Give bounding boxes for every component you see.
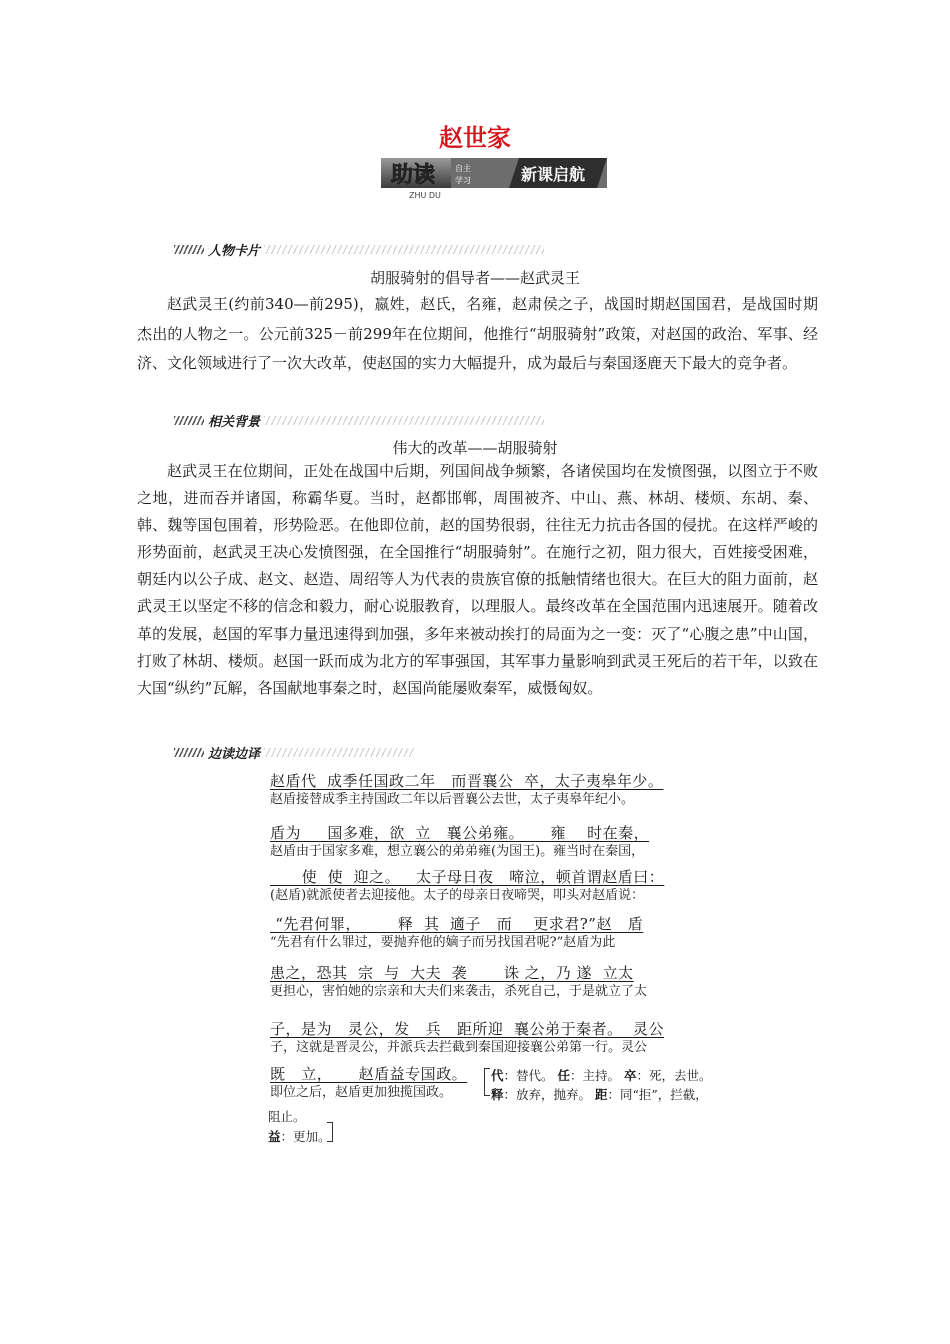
notes-bracket-close	[327, 1122, 333, 1142]
translation-text: 子，这就是晋灵公，并派兵去拦截到秦国迎接襄公弟第一行。灵公	[270, 1040, 648, 1055]
original-text: 使 使 迎之。 太子母日夜 啼泣，顿首谓赵盾曰：	[270, 868, 665, 886]
note-item: 距：同“拒”，拦截，	[595, 1087, 708, 1102]
note-item: 任：主持。	[557, 1068, 621, 1083]
section-heading-text: 人物卡片	[208, 243, 261, 259]
note-item: 释：放弃，抛弃。	[491, 1087, 592, 1102]
reading-pair-7	[270, 1064, 490, 1102]
banner-pinyin: ZHU DU	[409, 191, 441, 200]
original-text: 既 立， 赵盾益专国政。	[270, 1065, 468, 1083]
note-item: 卒：死，去世。	[624, 1068, 712, 1083]
zhudu-banner	[381, 156, 607, 200]
banner-small-top: 自主	[455, 164, 471, 173]
reading-pair-6	[270, 1019, 740, 1057]
heading-rule	[264, 245, 544, 254]
reading-pair-2	[270, 823, 740, 861]
card-paragraph: 赵武灵王(约前340—前295)，嬴姓，赵氏，名雍，赵肃侯之子，战国时期赵国国君，是战国时期杰出的人物之一。公元前325－前299年在位期间，他推行“胡服骑射”政策，对赵国的政治、军事、经济、文化领域进行了一次大改革，使赵国的实力大幅提升，成为最后与秦国逐鹿天下最大的竞争者。	[137, 295, 818, 373]
section-heading-text: 边读边译	[208, 746, 261, 762]
note-item-last: 益：更加。	[268, 1129, 331, 1144]
section-heading-text: 相关背景	[208, 414, 261, 430]
translation-text: (赵盾)就派使者去迎接他。太子的母亲日夜啼哭，叩头对赵盾说：	[270, 888, 645, 903]
note-item: 代：替代。	[491, 1068, 554, 1083]
page-title: 赵世家	[439, 124, 511, 152]
translation-text: 赵盾接替成季主持国政二年以后晋襄公去世，太子夷皋年纪小。	[270, 792, 635, 807]
note-continuation: 阻止。	[268, 1109, 306, 1124]
original-text: “先君何罪， 释 其 適子 而 更求君?”赵 盾	[270, 915, 644, 933]
translation-text: “先君有什么罪过，要抛弃他的嫡子而另找国君呢?”赵盾为此	[270, 935, 616, 950]
banner-tag: 新课启航	[521, 165, 586, 184]
banner-small-bottom: 学习	[455, 176, 471, 185]
card-subtitle: 胡服骑射的倡导者——赵武灵王	[369, 269, 580, 287]
background-paragraph: 赵武灵王在位期间，正处在战国中后期，列国间战争频繁，各诸侯国均在发愤图强，以图立于不败之地，进而吞并诸国，称霸华夏。当时，赵都邯郸，周围被齐、中山、燕、林胡、楼烦、东胡、秦、韩、魏等国包围着，形势险恶。在他即位前，赵的国势很弱，往往无力抗击各国的侵扰。在这样严峻的形势面前，赵武灵王决心发愤图强，在全国推行“胡服骑射”。在施行之初，阻力很大，百姓接受困难，朝廷内以公子成、赵文、赵造、周绍等人为代表的贵族官僚的抵触情绪也很大。在巨大的阻力面前，赵武灵王以坚定不移的信念和毅力，耐心说服教育，以理服人。最终改革在全国范围内迅速展开。随着改革的发展，赵国的军事力量迅速得到加强，多年来被动挨打的局面为之一变：灭了“心腹之患”中山国，打败了林胡、楼烦。赵国一跃而成为北方的军事强国，其军事力量影响到武灵王死后的若干年，以致在大国“纵约”瓦解，各国献地事秦之时，赵国尚能屡败秦军，威慑匈奴。	[137, 462, 818, 697]
reading-pair-5	[270, 963, 740, 1001]
translation-text: 即位之后，赵盾更加独揽国政。	[270, 1085, 453, 1100]
hatch-decoration	[174, 416, 204, 425]
reading-pair-4	[270, 914, 740, 952]
section-heading-background	[174, 409, 544, 431]
hatch-decoration	[174, 245, 204, 254]
original-text: 子，是为 灵公，发 兵 距所迎 襄公弟于秦者。 灵公	[270, 1020, 664, 1038]
section-heading-reading	[174, 741, 414, 763]
translation-text: 更担心，害怕她的宗亲和大夫们来袭击，杀死自己，于是就立了太	[270, 984, 648, 999]
notes-bracket-open	[484, 1068, 490, 1096]
hatch-decoration	[174, 748, 204, 757]
original-text: 赵盾代 成季任国政二年 而晋襄公 卒，太子夷皋年少。	[270, 772, 664, 790]
reading-pair-3	[270, 867, 740, 905]
section-heading-card	[174, 238, 544, 260]
original-text: 盾为 国多难，欲 立 襄公弟雍。 雍 时在秦，	[270, 824, 650, 842]
original-text: 患之，恐其 宗 与 大夫 袭 诛 之，乃 遂 立太	[270, 964, 634, 982]
annotation-notes	[491, 1066, 731, 1104]
heading-rule	[264, 416, 544, 425]
background-subtitle: 伟大的改革——胡服骑射	[392, 439, 558, 457]
banner-main-text: 助读	[391, 163, 436, 188]
heading-rule	[264, 748, 414, 757]
reading-pair-1	[270, 771, 740, 809]
translation-text: 赵盾由于国家多难，想立襄公的弟弟雍(为国王)。雍当时在秦国，	[270, 844, 645, 859]
